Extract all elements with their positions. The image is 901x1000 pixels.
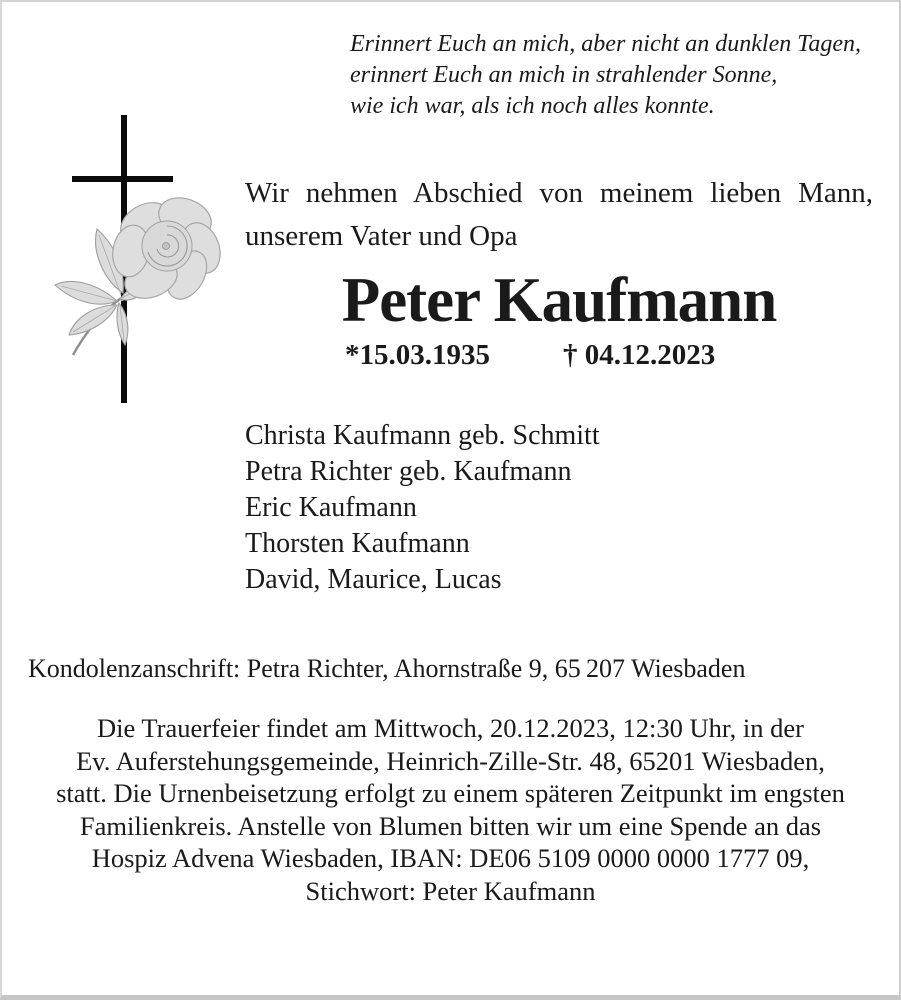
funeral-info-line: statt. Die Urnenbeisetzung erfolgt zu einem späteren Zeitpunkt im engsten [56, 778, 845, 808]
farewell-intro-line: Wir nehmen Abschied von meinem lieben Mann, [245, 177, 873, 209]
verse-line: Erinnert Euch an mich, aber nicht an dunklen Tagen, [350, 31, 862, 57]
mourner-name: Thorsten Kaufmann [245, 528, 470, 559]
death-date: † 04.12.2023 [563, 339, 716, 371]
verse-line: erinnert Euch an mich in strahlender Sonne, [350, 62, 778, 88]
funeral-info-line: Die Trauerfeier findet am Mittwoch, 20.12.2023, 12:30 Uhr, in der [97, 713, 804, 743]
memorial-cross-icon [72, 176, 173, 182]
mourner-name: David, Maurice, Lucas [245, 564, 502, 595]
birth-date: *15.03.1935 [345, 339, 490, 371]
farewell-intro-line: unserem Vater und Opa [245, 220, 518, 252]
funeral-info-line: Stichwort: Peter Kaufmann [305, 875, 596, 906]
funeral-info-line: Ev. Auferstehungsgemeinde, Heinrich-Zille-Str. 48, 65201 Wiesbaden, [76, 745, 825, 776]
funeral-information [0, 712, 901, 907]
mourners-list [245, 418, 600, 598]
mourner-name: Eric Kaufmann [245, 492, 417, 523]
funeral-info-line: Hospiz Advena Wiesbaden, IBAN: DE06 5109 0000 0000 1777 09, [91, 843, 810, 873]
verse-line: wie ich war, als ich noch alles konnte. [350, 93, 715, 119]
condolence-address: Kondolenzanschrift: Petra Richter, Ahornstraße 9, 65 207 Wiesbaden [28, 654, 746, 683]
deceased-name: Peter Kaufmann [341, 265, 777, 335]
rose-icon [45, 193, 225, 371]
memorial-verse [350, 29, 861, 122]
funeral-info-line: Familienkreis. Anstelle von Blumen bitten wir um eine Spende an das [79, 810, 822, 841]
mourner-name: Petra Richter geb. Kaufmann [245, 456, 572, 487]
mourner-name: Christa Kaufmann geb. Schmitt [245, 420, 600, 451]
